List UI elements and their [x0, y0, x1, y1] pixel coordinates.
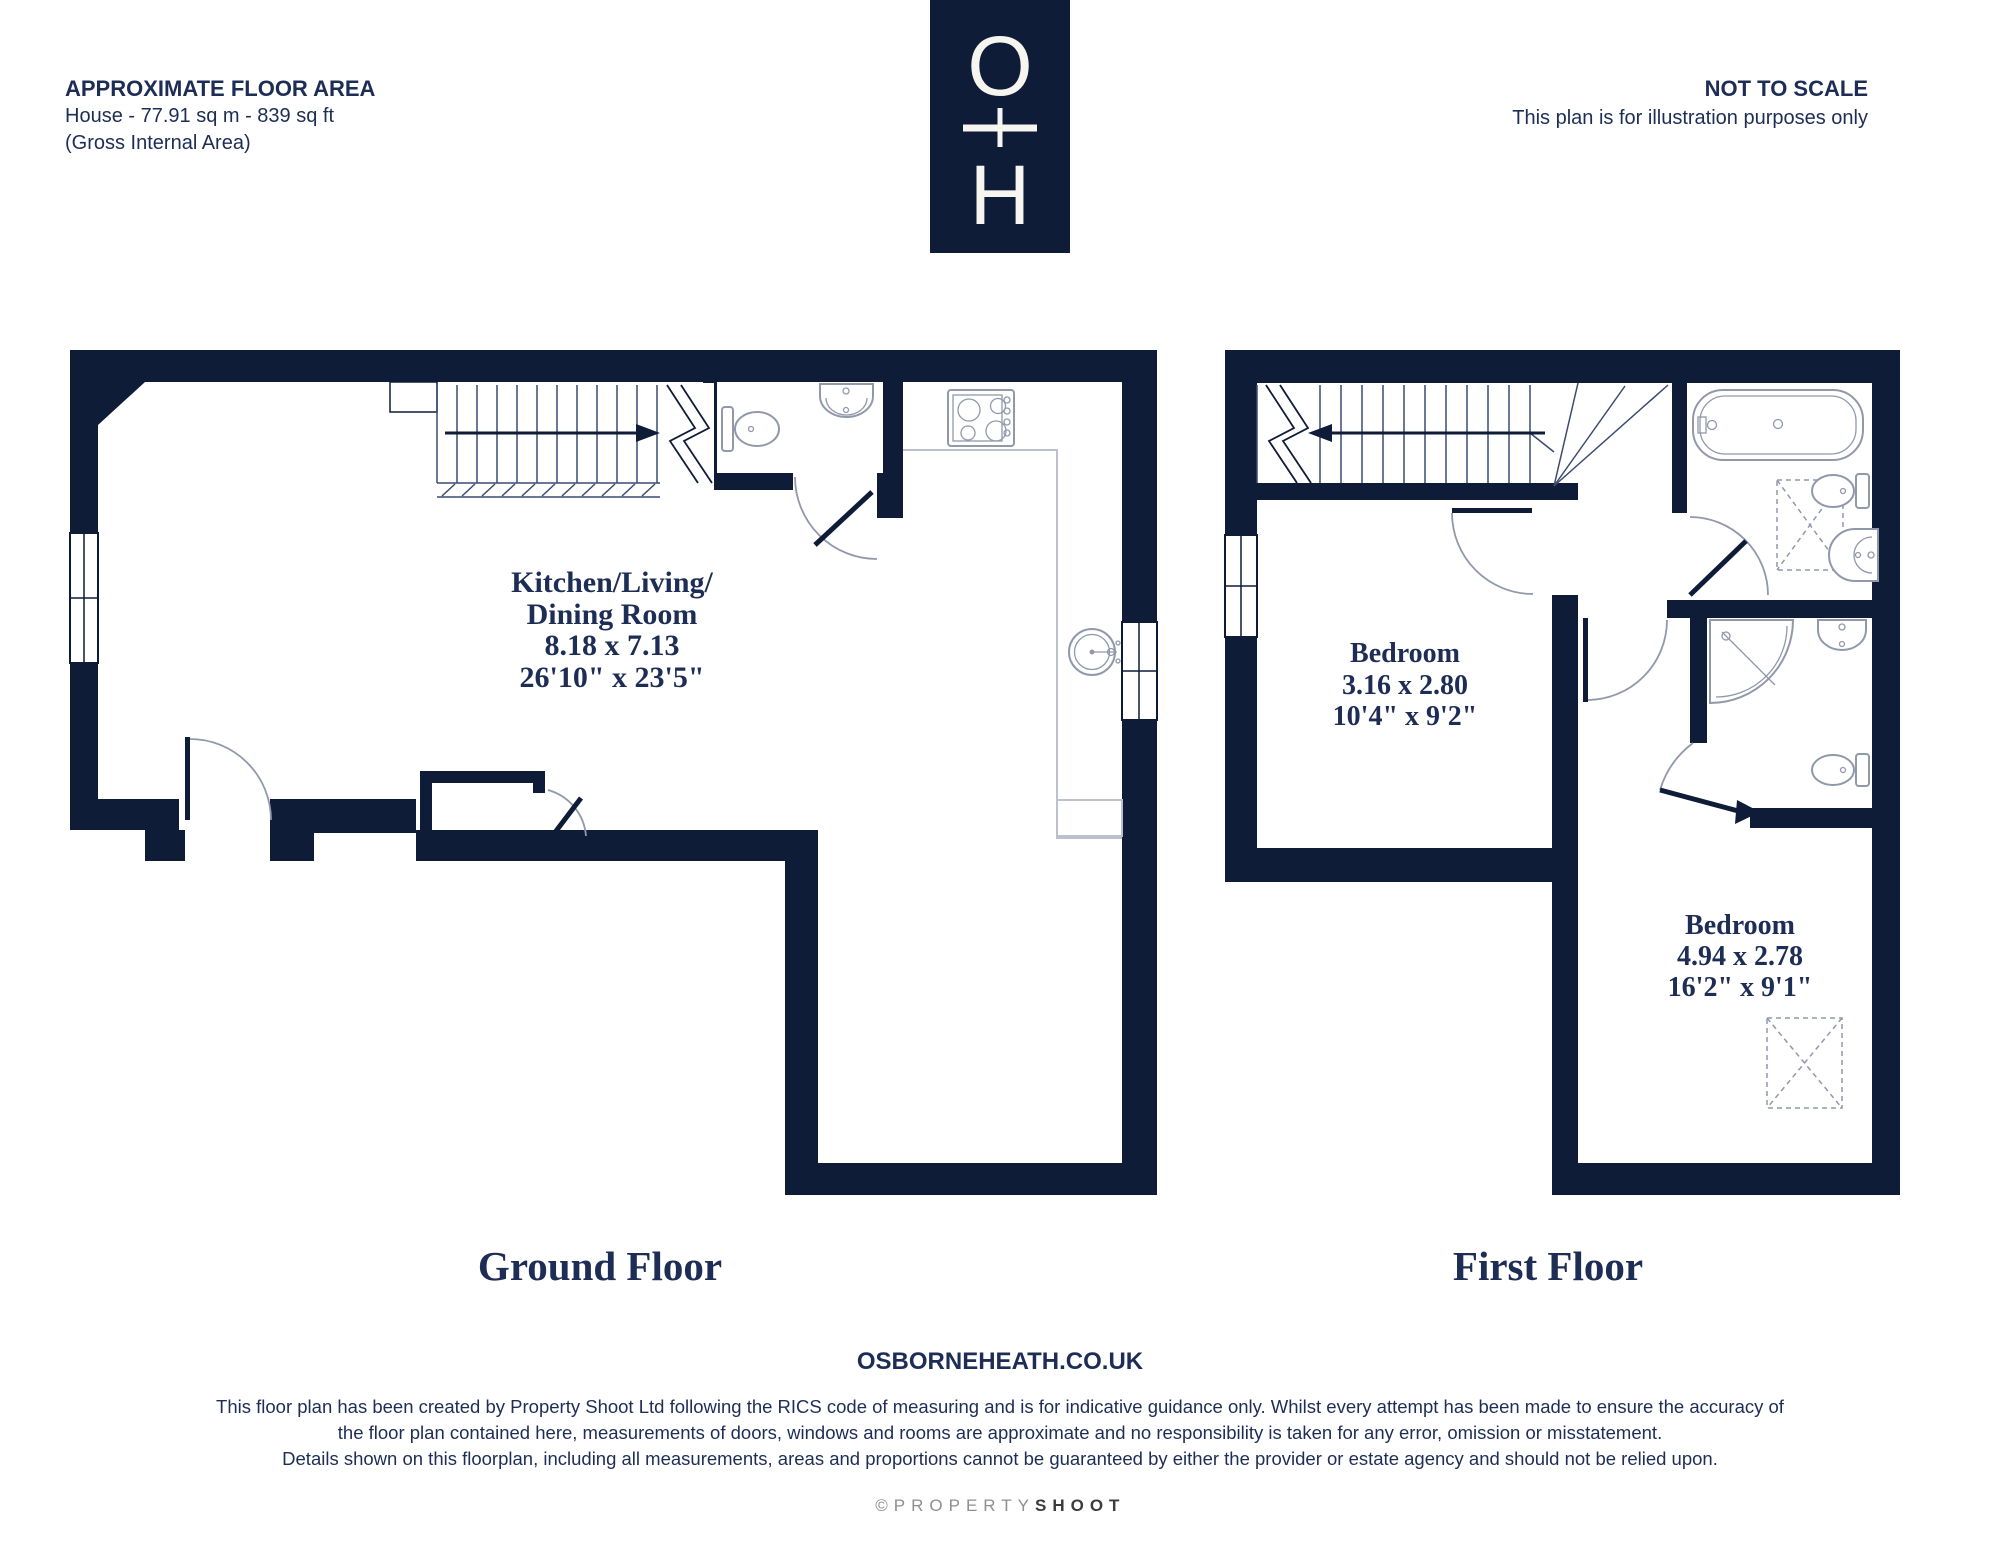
bedroom2-label: [1668, 910, 1813, 1003]
not-to-scale-line: This plan is for illustration purposes only: [1512, 107, 1868, 129]
winder-steps: [1530, 383, 1668, 486]
website-link[interactable]: OSBORNEHEATH.CO.UK: [856, 1348, 1144, 1375]
wc-sink-icon: [820, 384, 873, 417]
first-floor-plan: [1225, 350, 1900, 1289]
window: [70, 533, 98, 663]
bedroom1-label: [1333, 638, 1478, 732]
bathroom-toilet-icon: [1812, 474, 1869, 508]
bedroom2-door: [1583, 618, 1667, 702]
room-name: Bedroom: [1685, 910, 1795, 941]
stair-hatching: [442, 484, 655, 496]
floor-area-line1: House - 77.91 sq m - 839 sq ft: [65, 105, 335, 127]
stair-recess: [390, 382, 437, 412]
bathroom-sink-icon: [1829, 529, 1878, 581]
not-to-scale-title: NOT TO SCALE: [1704, 76, 1868, 101]
shower-room-door: [1660, 743, 1760, 824]
room-size-imperial: 16'2" x 9'1": [1667, 972, 1813, 1003]
bedroom2-skylight-icon: [1767, 1018, 1842, 1108]
ground-floor-plan: [70, 350, 1157, 1289]
logo-letter-o: O: [967, 19, 1033, 113]
kitchen-living-dining-label: [511, 566, 713, 694]
hob-icon: [948, 390, 1014, 446]
entrance-door: [185, 737, 271, 820]
ground-floor-title: Ground Floor: [477, 1243, 723, 1289]
logo-letter-h: H: [969, 148, 1031, 242]
disclaimer-line2: the floor plan contained here, measurements of doors, windows and rooms are approximate and no responsibility is taken for any error, omission or misstatement.: [337, 1422, 1663, 1443]
credit-propertyshoot-left: ©PROPERTY: [875, 1496, 1035, 1515]
shower-room-sink-icon: [1818, 620, 1866, 650]
bathroom-door: [1690, 517, 1768, 595]
ground-floor-doors: [185, 477, 877, 843]
floor-area-title: APPROXIMATE FLOOR AREA: [65, 76, 376, 101]
first-floor-staircase: [1257, 383, 1668, 486]
footer: [216, 1348, 1785, 1515]
window: [1122, 622, 1157, 720]
wc-door: [795, 477, 877, 559]
room-size-metric: 8.18 x 7.13: [544, 629, 680, 662]
shower-room-toilet-icon: [1812, 754, 1869, 786]
wc-toilet-icon: [722, 407, 779, 451]
disclaimer-line3: Details shown on this floorplan, including all measurements, areas and proportions cannot be guaranteed by either the provider or estate agency and should not be relied upon.: [282, 1448, 1718, 1469]
room-name: Kitchen/Living/: [511, 566, 713, 599]
credit-propertyshoot-right: SHOOT: [1035, 1496, 1126, 1515]
ground-floor-walls: [70, 350, 1157, 1195]
room-size-metric: 4.94 x 2.78: [1677, 941, 1803, 972]
room-name: Bedroom: [1350, 638, 1460, 669]
disclaimer-line1: This floor plan has been created by Property Shoot Ltd following the RICS code of measuring and is for indicative guidance only. Whilst every attempt has been made to ensure the accuracy of: [216, 1396, 1784, 1417]
ground-floor-staircase: [390, 382, 714, 497]
first-floor-window: [1225, 535, 1257, 637]
floor-area-line2: (Gross Internal Area): [65, 132, 251, 154]
osborne-heath-logo: [930, 0, 1070, 253]
shower-icon: [1710, 620, 1793, 703]
room-size-metric: 3.16 x 2.80: [1342, 670, 1468, 701]
room-size-imperial: 26'10" x 23'5": [519, 661, 705, 694]
first-floor-walls: [1225, 350, 1900, 1195]
room-name: Dining Room: [526, 598, 698, 631]
room-size-imperial: 10'4" x 9'2": [1332, 701, 1478, 732]
first-floor-title: First Floor: [1452, 1243, 1644, 1289]
bedroom1-door: [1452, 508, 1533, 594]
bath-icon: [1693, 390, 1863, 460]
kitchen-sink-icon: [1069, 629, 1120, 675]
